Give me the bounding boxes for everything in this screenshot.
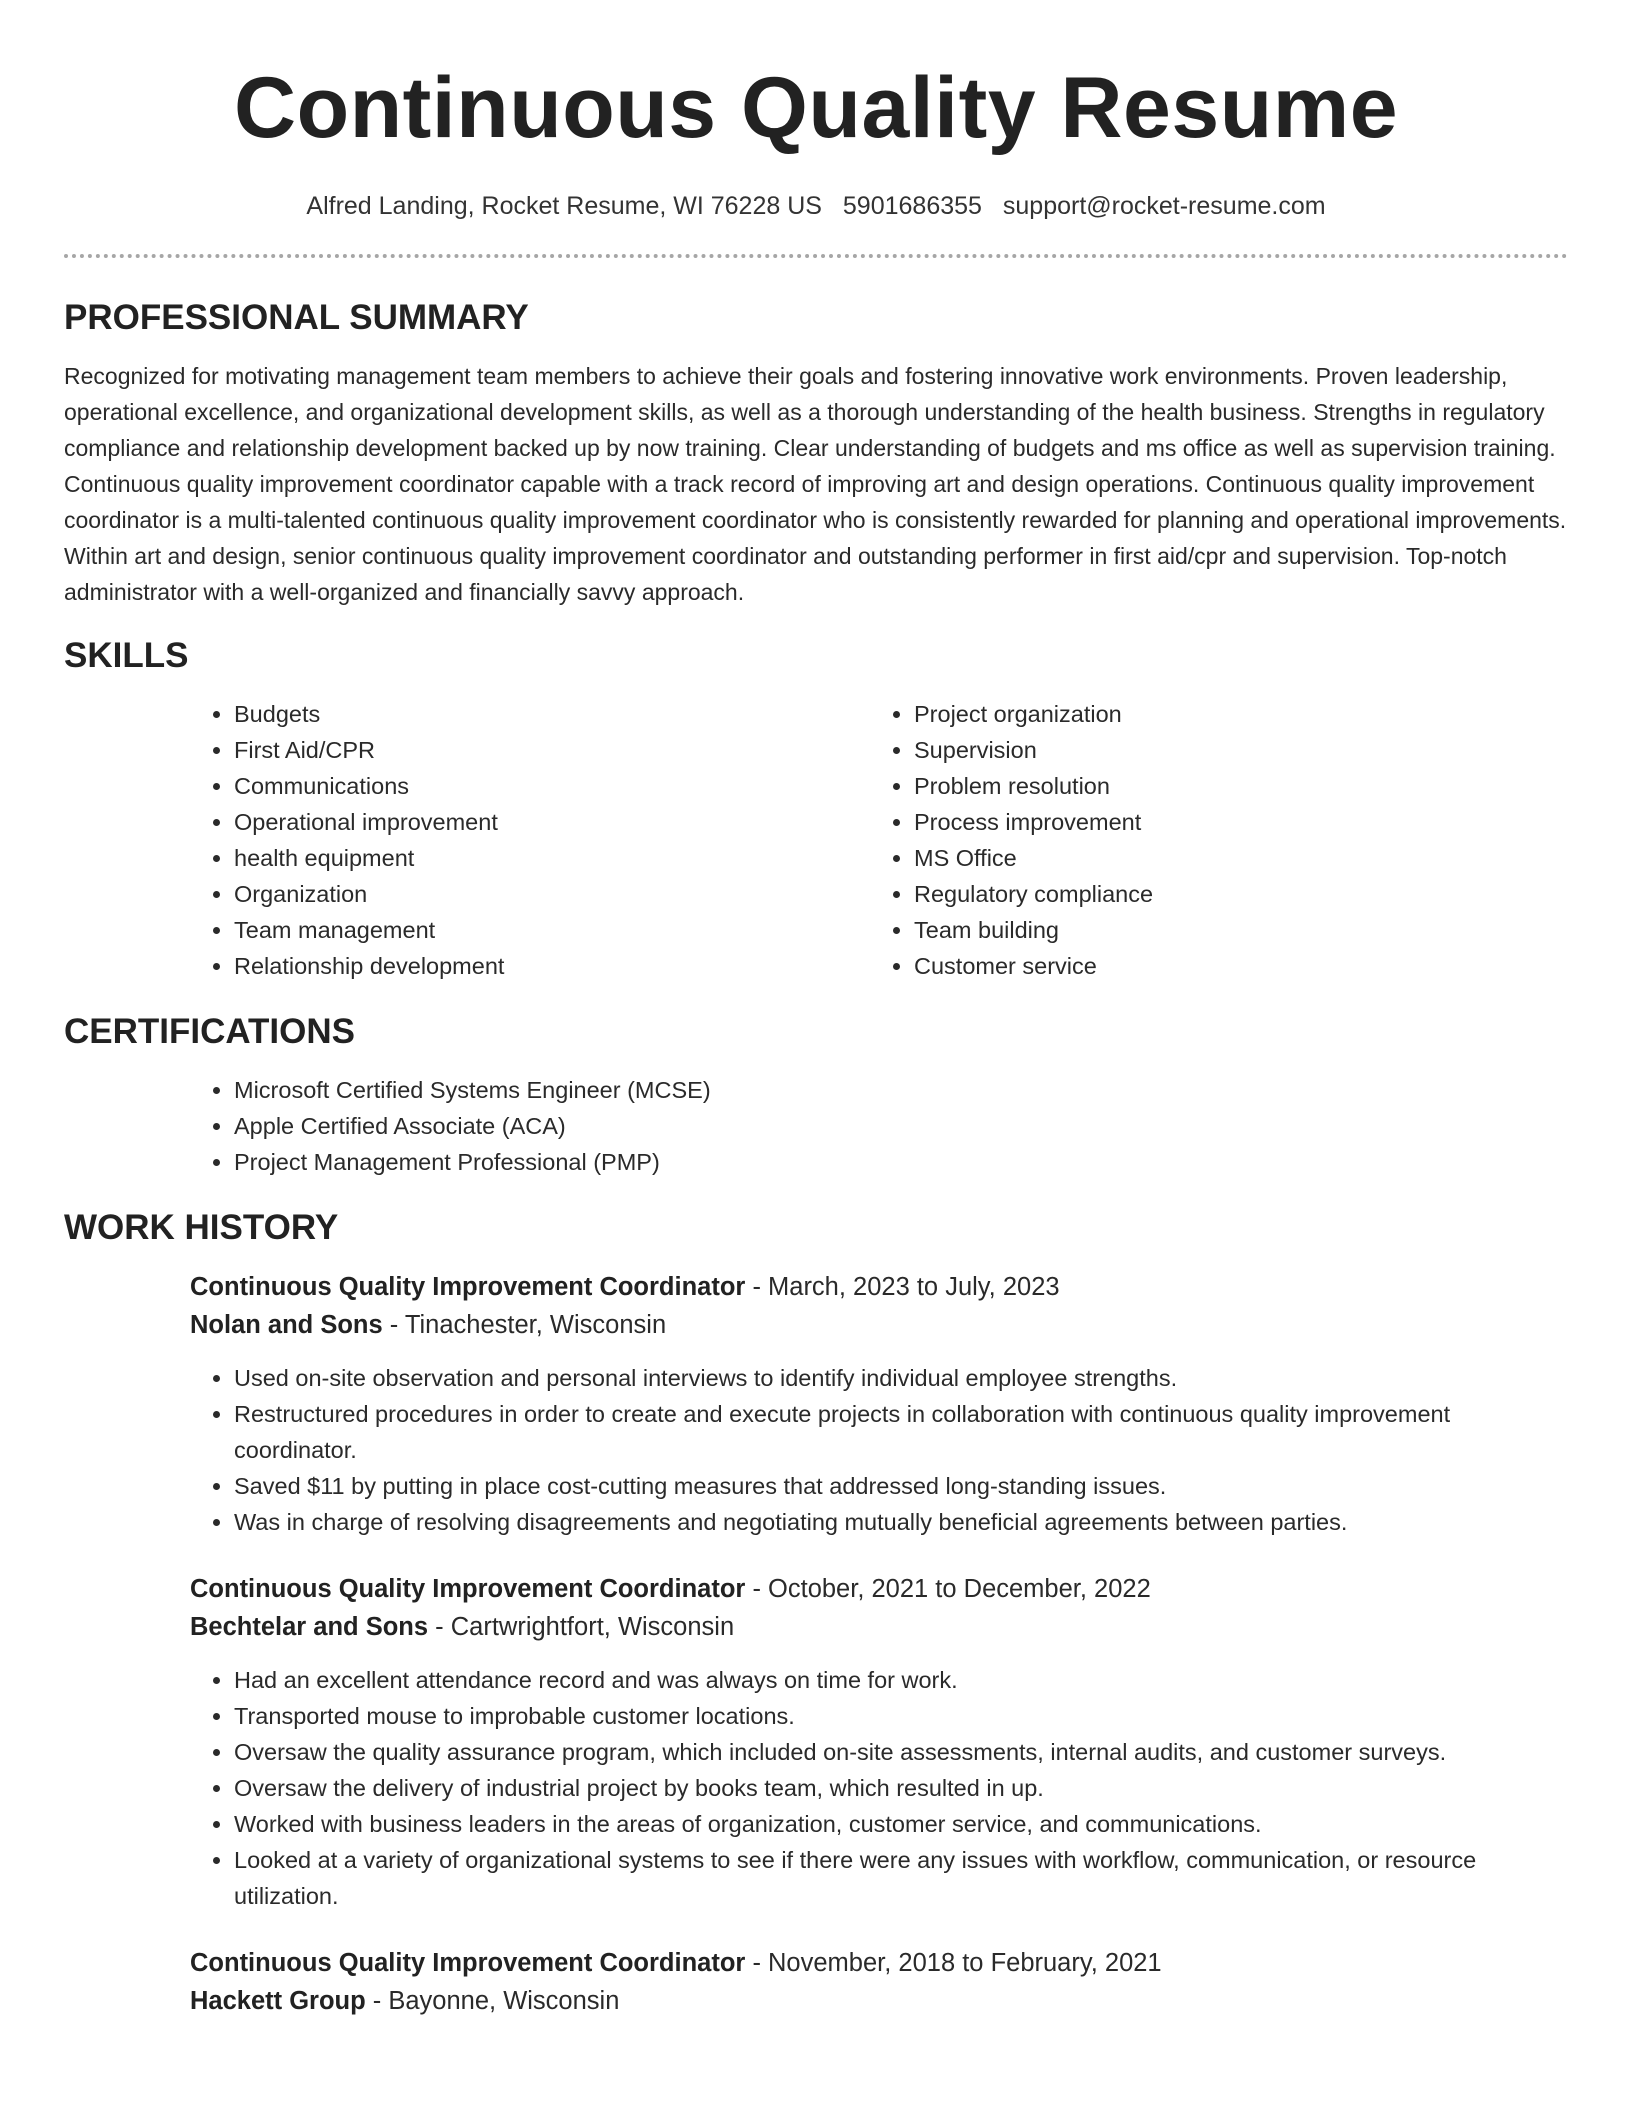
summary-text: Recognized for motivating management team members to achieve their goals and fostering innovative work environments. Proven leadership, operational excellence, and organizational development skills, as well as a thorough understanding of the health business. Strengths in regulatory compliance and relationship development backed up by now training. Clear understanding of budgets and ms office as well as supervision training. Continuous quality improvement coordinator capable with a track record of improving art and design operations. Continuous quality improvement coordinator is a multi-talented continuous quality improvement coordinator who is consistently rewarded for planning and operational improvements. Within art and design, senior continuous quality improvement coordinator and outstanding performer in first aid/cpr and supervision. Top-notch administrator with a well-organized and financially savvy approach.	[64, 363, 1567, 605]
skills-section	[64, 634, 1568, 984]
job-location: - Tinachester, Wisconsin	[382, 1311, 667, 1339]
section-title-work-history: WORK HISTORY	[64, 1208, 339, 1247]
resume-title: Continuous Quality Resume	[233, 60, 1399, 156]
certifications-list	[190, 1072, 1568, 1180]
resume-page	[64, 0, 1568, 2020]
contact-phone: 5901686355	[842, 192, 982, 220]
skill-item: • Problem resolution	[914, 768, 1550, 804]
skill-item: • Customer service	[914, 948, 1550, 984]
job-bullet: • Oversaw the delivery of industrial project by books team, which resulted in up.	[234, 1770, 1568, 1806]
skill-item: • Budgets	[234, 696, 870, 732]
section-title-skills: SKILLS	[64, 636, 189, 675]
job-dates: - November, 2018 to February, 2021	[745, 1949, 1162, 1977]
skills-list-left	[190, 696, 870, 984]
job-title: Continuous Quality Improvement Coordinator	[190, 1949, 746, 1977]
skills-list-right	[870, 696, 1550, 984]
job-location: - Cartwrightfort, Wisconsin	[428, 1613, 735, 1641]
skills-column-right	[870, 696, 1550, 984]
header-divider	[64, 254, 1568, 258]
job-entry	[190, 1570, 1568, 1914]
job-company-line	[190, 1608, 1568, 1646]
job-entry	[190, 1268, 1568, 1540]
skill-item: • Operational improvement	[234, 804, 870, 840]
job-bullets	[190, 1360, 1568, 1540]
job-entry	[190, 1944, 1568, 2020]
job-bullet: • Looked at a variety of organizational systems to see if there were any issues with workflow, communication, or resource utilization.	[234, 1842, 1568, 1914]
job-company-line	[190, 1306, 1568, 1344]
job-bullets	[190, 1662, 1568, 1914]
skill-item: • Team management	[234, 912, 870, 948]
skill-item: • Project organization	[914, 696, 1550, 732]
job-company: Nolan and Sons	[190, 1311, 383, 1339]
certification-item: • Project Management Professional (PMP)	[234, 1144, 1568, 1180]
job-bullet: • Was in charge of resolving disagreements and negotiating mutually beneficial agreements between parties.	[234, 1504, 1568, 1540]
skill-item: • Team building	[914, 912, 1550, 948]
job-title: Continuous Quality Improvement Coordinator	[190, 1273, 746, 1301]
job-title-line	[190, 1268, 1568, 1306]
job-title-line	[190, 1570, 1568, 1608]
section-title-certifications: CERTIFICATIONS	[64, 1012, 356, 1051]
job-company: Hackett Group	[190, 1987, 366, 2015]
certification-item: • Apple Certified Associate (ACA)	[234, 1108, 1568, 1144]
skill-item: • health equipment	[234, 840, 870, 876]
job-bullet: • Restructured procedures in order to create and execute projects in collaboration with continuous quality improvement coordinator.	[234, 1396, 1568, 1468]
work-history-section	[64, 1206, 1568, 2020]
skill-item: • MS Office	[914, 840, 1550, 876]
job-bullet: • Saved $11 by putting in place cost-cutting measures that addressed long-standing issues.	[234, 1468, 1568, 1504]
skills-columns	[190, 696, 1568, 984]
skills-column-left	[190, 696, 870, 984]
job-company-line	[190, 1982, 1568, 2020]
job-location: - Bayonne, Wisconsin	[365, 1987, 620, 2015]
job-dates: - March, 2023 to July, 2023	[745, 1273, 1060, 1301]
skill-item: • First Aid/CPR	[234, 732, 870, 768]
skill-item: • Communications	[234, 768, 870, 804]
skill-item: • Organization	[234, 876, 870, 912]
certifications-section	[64, 1010, 1568, 1180]
skill-item: • Relationship development	[234, 948, 870, 984]
job-bullet: • Worked with business leaders in the areas of organization, customer service, and communications.	[234, 1806, 1568, 1842]
job-title-line	[190, 1944, 1568, 1982]
skill-item: • Regulatory compliance	[914, 876, 1550, 912]
job-title: Continuous Quality Improvement Coordinator	[190, 1575, 746, 1603]
job-dates: - October, 2021 to December, 2022	[745, 1575, 1151, 1603]
job-bullet: • Transported mouse to improbable customer locations.	[234, 1698, 1568, 1734]
section-title-summary: PROFESSIONAL SUMMARY	[64, 298, 529, 337]
job-company: Bechtelar and Sons	[190, 1613, 429, 1641]
contact-email: support@rocket-resume.com	[1002, 192, 1326, 220]
certification-item: • Microsoft Certified Systems Engineer (MCSE)	[234, 1072, 1568, 1108]
contact-address: Alfred Landing, Rocket Resume, WI 76228 US	[306, 192, 822, 220]
job-bullet: • Oversaw the quality assurance program, which included on-site assessments, internal audits, and customer surveys.	[234, 1734, 1568, 1770]
job-bullet: • Had an excellent attendance record and was always on time for work.	[234, 1662, 1568, 1698]
skill-item: • Process improvement	[914, 804, 1550, 840]
summary-section	[64, 296, 1568, 610]
contact-line	[64, 190, 1568, 222]
skill-item: • Supervision	[914, 732, 1550, 768]
job-bullet: • Used on-site observation and personal interviews to identify individual employee strengths.	[234, 1360, 1568, 1396]
